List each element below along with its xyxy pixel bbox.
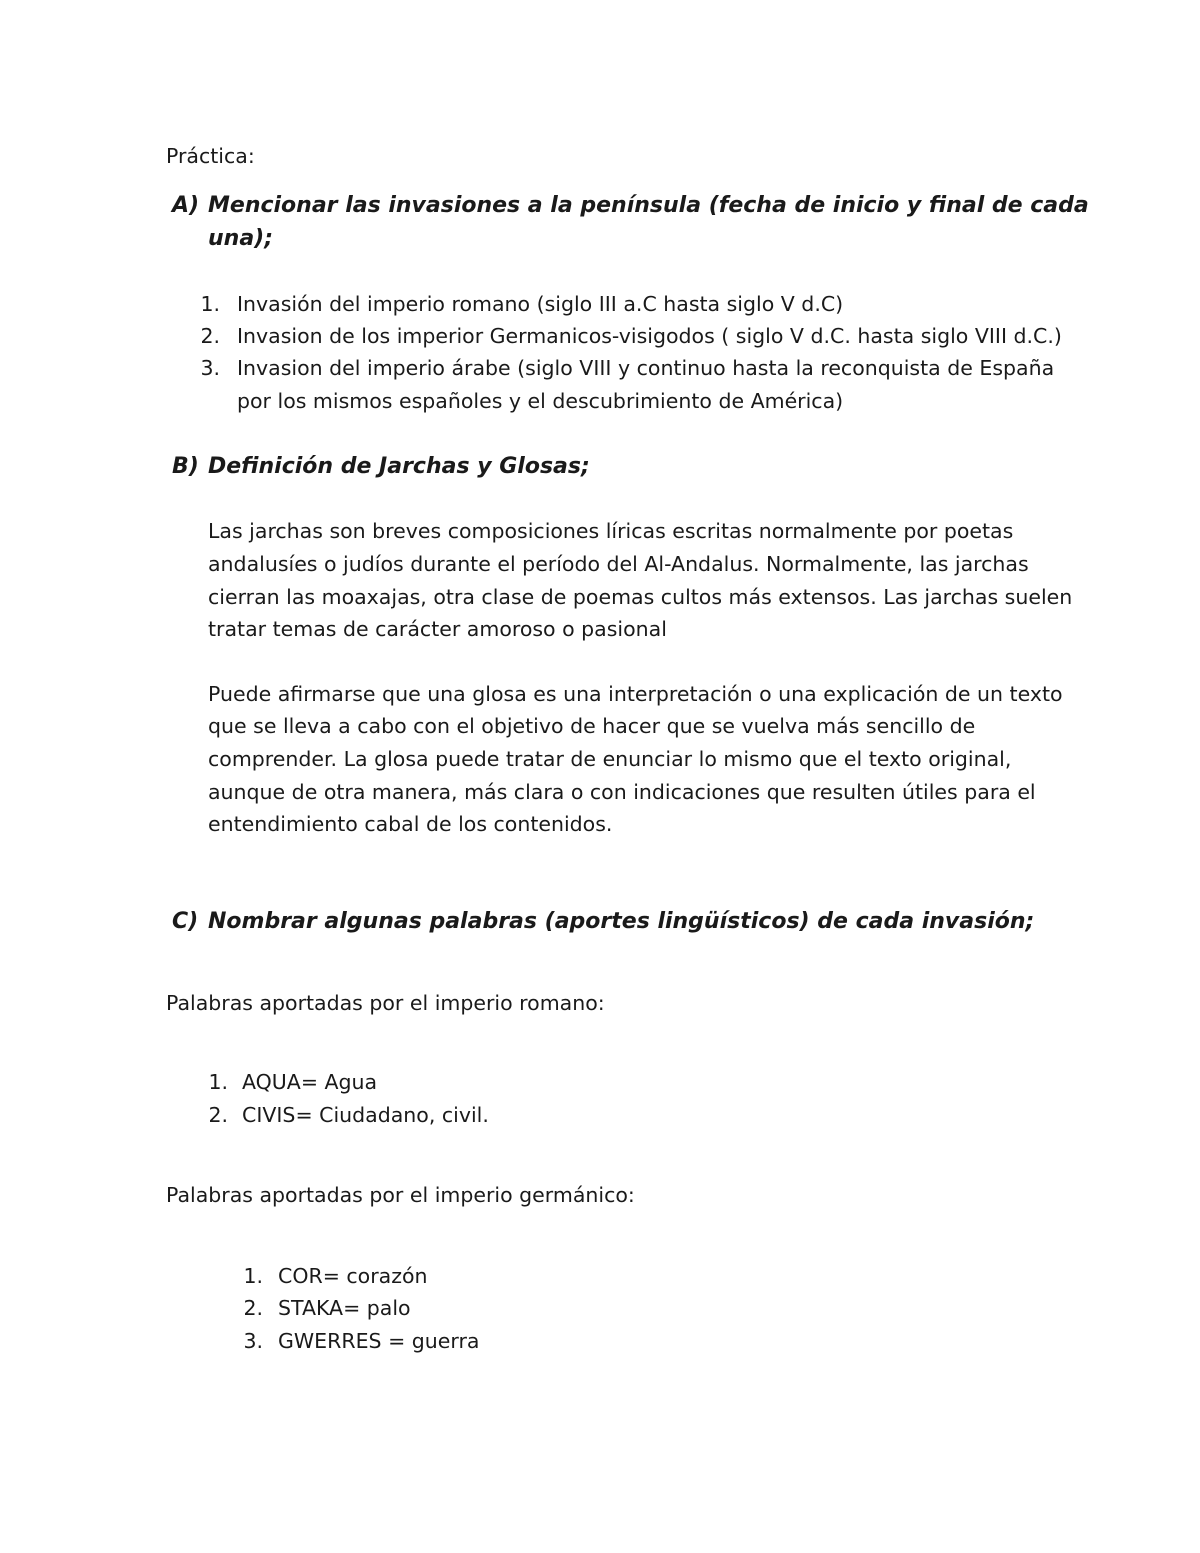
list-item-text: Invasión del imperio romano (siglo III a.C hasta siglo V d.C) (237, 292, 844, 316)
page-title: Práctica: (166, 144, 255, 168)
glosa-line: aunque de otra manera, más clara o con indicaciones que resulten útiles para el (208, 780, 1036, 804)
roman-words-label: Palabras aportadas por el imperio romano: (166, 991, 605, 1015)
list-item (233, 1264, 263, 1288)
section-b-heading: Definición de Jarchas y Glosas; (208, 454, 590, 479)
list-item (190, 356, 220, 380)
jarchas-line: tratar temas de carácter amoroso o pasional (208, 617, 667, 641)
list-item (190, 324, 220, 348)
list-number: 1. (208, 1070, 228, 1094)
section-c-heading: Nombrar algunas palabras (aportes lingüísticos) de cada invasión; (208, 909, 1035, 934)
glosa-line: entendimiento cabal de los contenidos. (208, 812, 613, 836)
list-item-text: Invasion del imperio árabe (siglo VIII y continuo hasta la reconquista de España (237, 356, 1055, 380)
list-item (198, 1070, 228, 1094)
glosa-line: que se lleva a cabo con el objetivo de hacer que se vuelva más sencillo de (208, 714, 976, 738)
list-item-text-continued: por los mismos españoles y el descubrimiento de América) (237, 389, 844, 413)
glosa-line: comprender. La glosa puede tratar de enunciar lo mismo que el texto original, (208, 747, 1012, 771)
list-item-text: CIVIS= Ciudadano, civil. (242, 1103, 489, 1127)
section-b-marker: B) (172, 454, 199, 479)
list-item-text: COR= corazón (278, 1264, 428, 1288)
list-item (233, 1296, 263, 1320)
list-number: 3. (200, 356, 220, 380)
list-item (198, 1103, 228, 1127)
list-number: 2. (208, 1103, 228, 1127)
list-item (190, 292, 220, 316)
glosa-line: Puede afirmarse que una glosa es una interpretación o una explicación de un texto (208, 682, 1063, 706)
list-item-text: AQUA= Agua (242, 1070, 378, 1094)
list-item-text: Invasion de los imperior Germanicos-visigodos ( siglo V d.C. hasta siglo VIII d.C.) (237, 324, 1062, 348)
section-a-heading-line2: una); (208, 226, 274, 251)
list-number: 2. (200, 324, 220, 348)
section-c-marker: C) (172, 909, 199, 934)
section-a-marker: A) (172, 193, 200, 218)
list-number: 1. (200, 292, 220, 316)
list-number: 3. (243, 1329, 263, 1353)
list-number: 1. (243, 1264, 263, 1288)
list-item (233, 1329, 263, 1353)
list-item-text: GWERRES = guerra (278, 1329, 480, 1353)
jarchas-line: Las jarchas son breves composiciones líricas escritas normalmente por poetas (208, 519, 1014, 543)
list-item-text: STAKA= palo (278, 1296, 411, 1320)
jarchas-line: andalusíes o judíos durante el período del Al-Andalus. Normalmente, las jarchas (208, 552, 1029, 576)
section-a-heading-line1: Mencionar las invasiones a la península (fecha de inicio y final de cada (208, 193, 1089, 218)
jarchas-line: cierran las moaxajas, otra clase de poemas cultos más extensos. Las jarchas suelen (208, 585, 1073, 609)
list-number: 2. (243, 1296, 263, 1320)
germanic-words-label: Palabras aportadas por el imperio germánico: (166, 1183, 635, 1207)
